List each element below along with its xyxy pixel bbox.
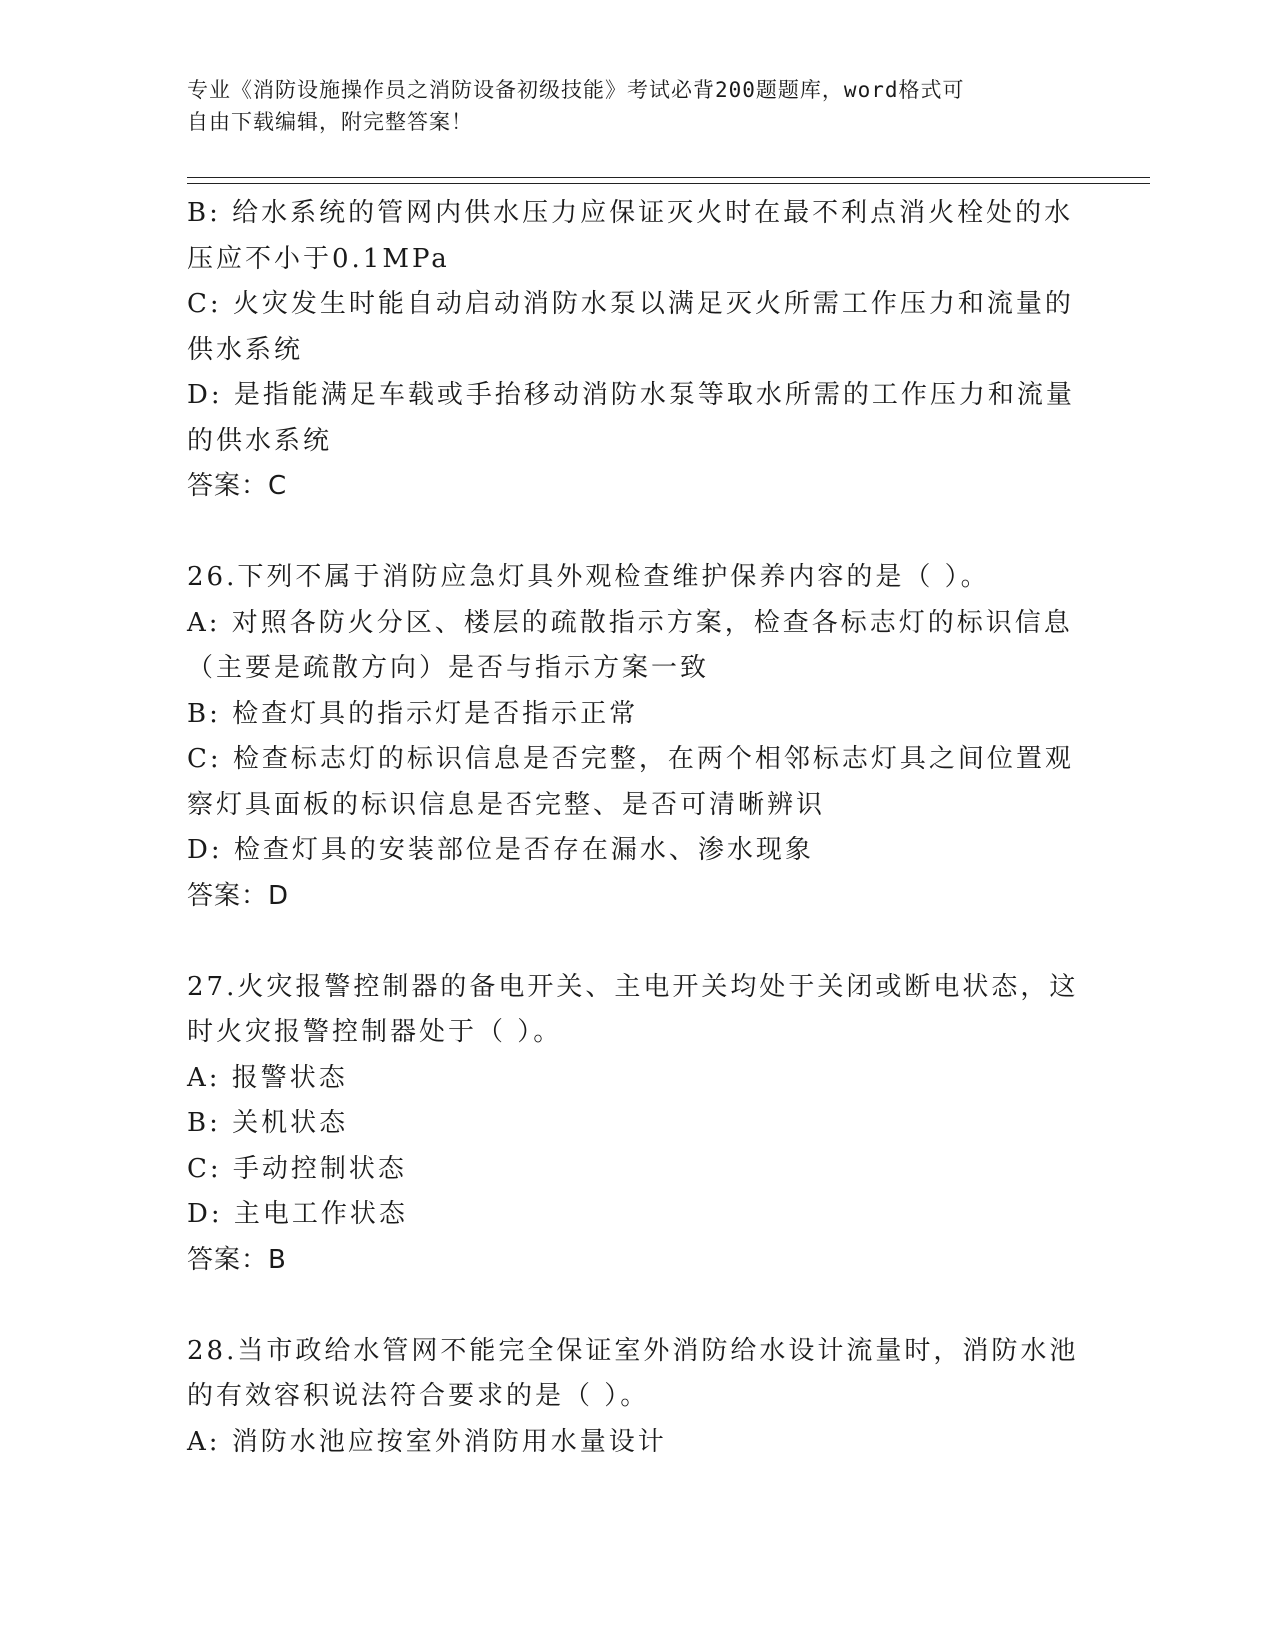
- option-c: C: 手动控制状态: [187, 1153, 407, 1184]
- option-c-line-2: 察灯具面板的标识信息是否完整、是否可清晰辨识: [187, 789, 826, 820]
- answer: 答案：C: [187, 471, 288, 501]
- answer: 答案：D: [187, 880, 290, 911]
- spacer: [187, 510, 1067, 556]
- question-stem: 26.下列不属于消防应急灯具外观检查维护保养内容的是（ ）。: [187, 562, 990, 592]
- question-27: [187, 965, 1079, 1284]
- header-rule-bottom: [187, 183, 1150, 184]
- option-a: A: 消防水池应按室外消防用水量设计: [187, 1426, 667, 1457]
- question-stem-line-2: 时火灾报警控制器处于（ ）。: [187, 1017, 563, 1047]
- option-d-line-1: D: 是指能满足车载或手抬移动消防水泵等取水所需的工作压力和流量: [187, 380, 1075, 410]
- question-content: [187, 191, 1079, 1465]
- option-b-line-2: 压应不小于0.1MPa: [187, 243, 450, 274]
- option-b-line-1: B: 给水系统的管网内供水压力应保证灭火时在最不利点消火栓处的水: [187, 198, 1074, 228]
- option-d-line-2: 的供水系统: [187, 425, 333, 456]
- question-stem-line-1: 27.火灾报警控制器的备电开关、主电开关均处于关闭或断电状态，这: [187, 971, 1079, 1002]
- option-a-line-1: A: 对照各防火分区、楼层的疏散指示方案，检查各标志灯的标识信息: [187, 607, 1073, 638]
- document-header: [187, 74, 1067, 138]
- question-stem-line-2: 的有效容积说法符合要求的是（ ）。: [187, 1381, 650, 1411]
- option-d: D: 检查灯具的安装部位是否存在漏水、渗水现象: [187, 835, 814, 865]
- question-26: [187, 555, 1074, 919]
- answer: 答案：B: [187, 1244, 287, 1275]
- spacer: [187, 1283, 1067, 1329]
- option-d: D: 主电工作状态: [187, 1199, 408, 1229]
- option-c-line-2: 供水系统: [187, 334, 304, 365]
- question-stem-line-1: 28.当市政给水管网不能完全保证室外消防给水设计流量时，消防水池: [187, 1335, 1079, 1366]
- option-c-line-1: C: 火灾发生时能自动启动消防水泵以满足灭火所需工作压力和流量的: [187, 289, 1074, 319]
- option-b: B: 关机状态: [187, 1108, 349, 1138]
- question-28: [187, 1329, 1079, 1466]
- option-b: B: 检查灯具的指示灯是否指示正常: [187, 698, 639, 729]
- header-rule-top: [187, 177, 1150, 178]
- option-a: A: 报警状态: [187, 1062, 348, 1093]
- spacer: [187, 919, 1067, 965]
- header-line-2: 自由下载编辑，附完整答案！: [187, 110, 473, 134]
- option-c-line-1: C: 检查标志灯的标识信息是否完整，在两个相邻标志灯具之间位置观: [187, 744, 1074, 774]
- header-line-1: 专业《消防设施操作员之消防设备初级技能》考试必背200题题库，word格式可: [187, 78, 965, 102]
- question-25: [187, 191, 1075, 510]
- option-a-line-2: （主要是疏散方向）是否与指示方案一致: [187, 653, 710, 683]
